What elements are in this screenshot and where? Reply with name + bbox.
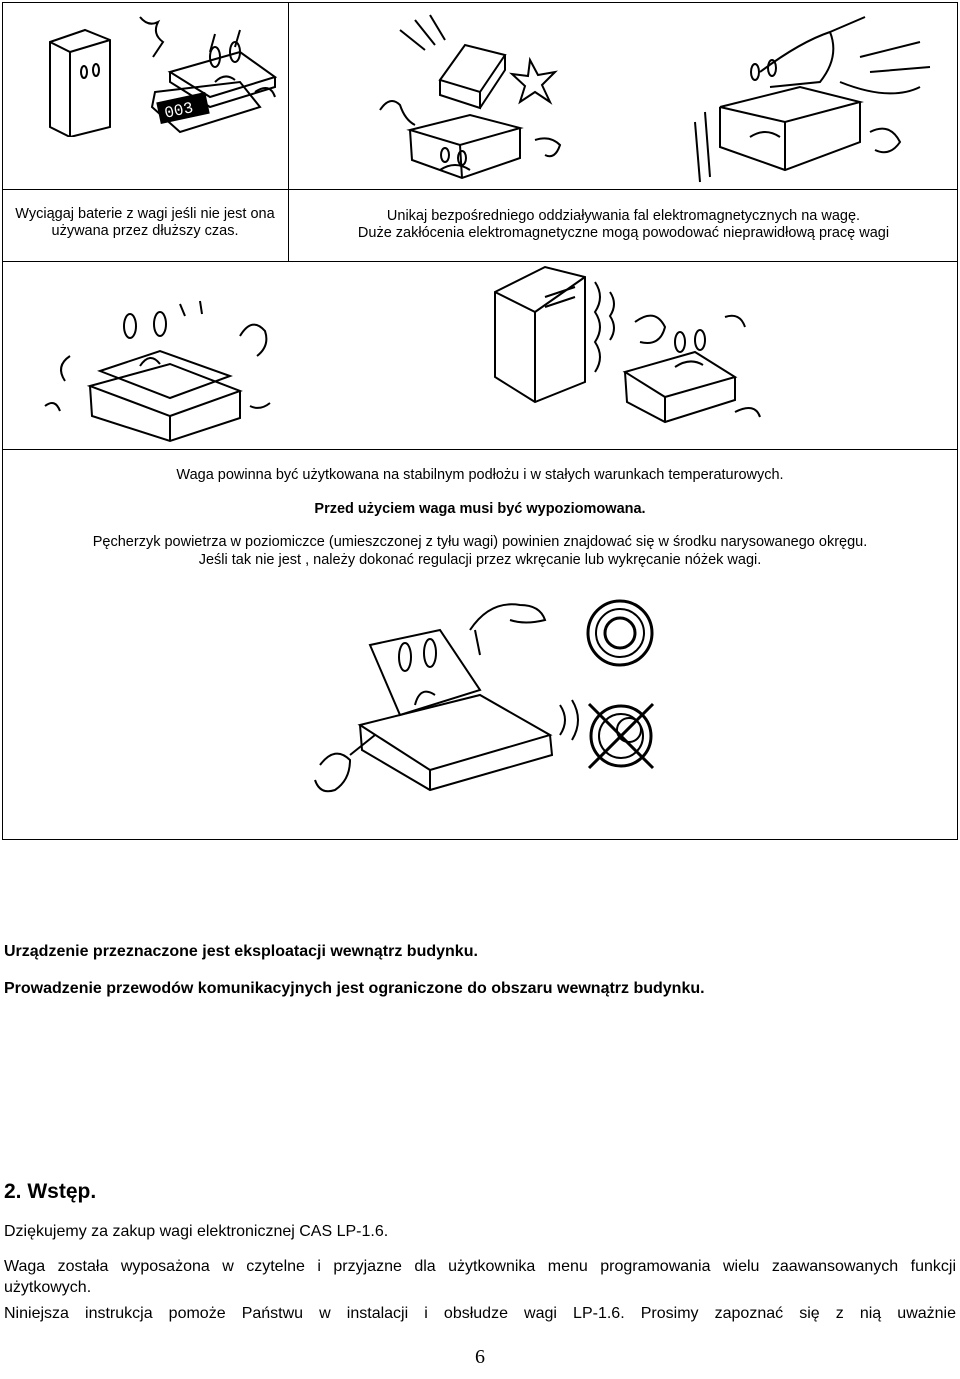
horizontal-divider xyxy=(2,189,958,190)
section-heading: 2. Wstęp. xyxy=(4,1180,97,1203)
battery-caption-line-1: Wyciągaj baterie z wagi jeśli nie jest ona xyxy=(15,206,275,222)
level-wrong-circle-icon xyxy=(585,700,657,772)
stable-surface-line: Waga powinna być użytkowana na stabilnym podłożu i w stałych warunkach temperaturowych. xyxy=(176,467,784,483)
thanks-paragraph: Dziękujemy za zakup wagi elektronicznej CAS LP-1.6. xyxy=(4,1223,389,1240)
hands-pressing-scale-illustration xyxy=(690,12,940,187)
manual-paragraph: Niniejsza instrukcja pomoże Państwu w instalacji i obsłudze wagi LP-1.6. Prosimy zapoznać się z nią uważnie xyxy=(4,1305,956,1322)
emi-caption-line-2: Duże zakłócenia elektromagnetyczne mogą powodować nieprawidłową pracę wagi xyxy=(357,225,890,241)
scale-display-digits: 003 xyxy=(162,99,195,123)
middle-divider xyxy=(2,449,958,450)
falling-box-illustration xyxy=(370,10,580,185)
bubble-level-line: Pęcherzyk powietrza w poziomiczce (umieszczonej z tyłu wagi) powinien znajdować się w środku narysowanego okręgu. xyxy=(92,534,868,550)
battery-caption xyxy=(2,206,288,240)
shaking-scale-illustration xyxy=(40,296,280,446)
leveling-required-line: Przed użyciem waga musi być wypoziomowana. xyxy=(314,501,646,517)
features-paragraph-line-2: użytkowych. xyxy=(4,1279,92,1296)
cabling-note: Prowadzenie przewodów komunikacyjnych jest ograniczone do obszaru wewnątrz budynku. xyxy=(4,980,705,997)
emi-caption-line-1: Unikaj bezpośredniego oddziaływania fal elektromagnetycznych na wagę. xyxy=(386,208,861,224)
battery-caption-line-2: używana przez dłuższy czas. xyxy=(51,223,239,239)
emi-caption xyxy=(289,208,958,242)
level-ok-circle-icon xyxy=(585,598,655,668)
page-number: 6 xyxy=(475,1346,485,1368)
scale-battery-illustration xyxy=(40,12,280,137)
adjust-feet-line: Jeśli tak nie jest , należy dokonać regulacji przez wkręcanie lub wykręcanie nóżek wagi. xyxy=(198,552,762,568)
tilted-scale-illustration xyxy=(290,595,590,825)
emi-device-illustration xyxy=(485,262,775,437)
indoor-use-note: Urządzenie przeznaczone jest eksploatacji wewnątrz budynku. xyxy=(4,943,478,960)
features-paragraph-line-1: Waga została wyposażona w czytelne i przyjazne dla użytkownika menu programowania wielu zaawansowanych funkcji xyxy=(4,1258,956,1275)
